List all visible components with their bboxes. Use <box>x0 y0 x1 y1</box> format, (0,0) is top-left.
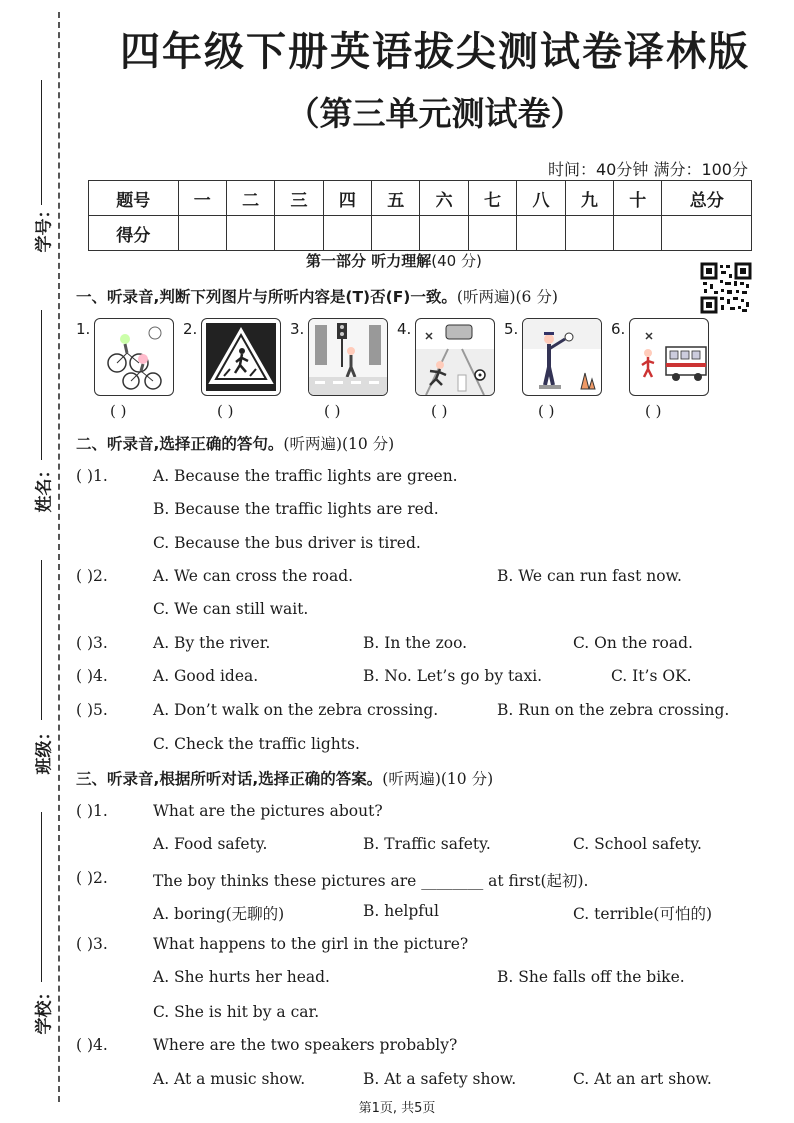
option-b: B. No. Let’s go by taxi. <box>363 667 543 685</box>
score-input-cell[interactable] <box>662 216 752 251</box>
score-input-cell[interactable] <box>372 216 420 251</box>
school-rule <box>41 812 42 982</box>
answer-blank[interactable]: ( ) <box>538 402 555 420</box>
section-two-title-text: 二、听录音,选择正确的答句。 <box>76 435 284 453</box>
score-table-header-row <box>89 181 752 216</box>
option-b: B. Run on the zebra crossing. <box>497 701 730 719</box>
class-rule <box>41 560 42 720</box>
option-a: A. She hurts her head. <box>153 968 330 986</box>
section-two-note: (听两遍)(10 分) <box>283 435 395 453</box>
option-c: C. We can still wait. <box>153 600 309 618</box>
section-three-title <box>76 767 493 789</box>
option-c: C. Because the bus driver is tired. <box>153 534 421 552</box>
kids-riding-bikes-picture <box>94 318 174 396</box>
option-c: C. On the road. <box>573 634 693 652</box>
option-a: A. Good idea. <box>153 667 259 685</box>
picture-number: 1. <box>76 320 91 338</box>
question-number[interactable]: ( )2. <box>76 567 108 585</box>
school-label: 学校： <box>34 983 55 1035</box>
score-table-cell: 八 <box>517 181 565 216</box>
option-c: C. School safety. <box>573 835 702 853</box>
question-text: The boy thinks these pictures are ________ at first(起初). <box>153 872 589 890</box>
score-table-cell: 五 <box>372 181 420 216</box>
student-name-label: 姓名： <box>34 461 55 513</box>
page-subtitle: （第三单元测试卷） <box>286 94 584 133</box>
score-input-cell[interactable] <box>178 216 226 251</box>
student-name-field[interactable] <box>14 310 58 520</box>
score-input-cell[interactable] <box>565 216 613 251</box>
section-two-title <box>76 432 394 454</box>
score-row-label: 得分 <box>89 216 179 251</box>
option-b: B. At a safety show. <box>363 1070 517 1088</box>
qr-code-icon[interactable] <box>700 262 752 314</box>
answer-blank[interactable]: ( ) <box>645 402 662 420</box>
question-number[interactable]: ( )1. <box>76 802 108 820</box>
binding-dashed-line <box>58 12 60 1102</box>
picture-number: 3. <box>290 320 305 338</box>
question-text: What are the pictures about? <box>153 802 383 820</box>
option-b: B. In the zoo. <box>363 634 468 652</box>
score-table-cell: 六 <box>420 181 468 216</box>
picture-number: 5. <box>504 320 519 338</box>
school-field[interactable] <box>14 812 58 1042</box>
class-field[interactable] <box>14 560 58 790</box>
question-text: Where are the two speakers probably? <box>153 1036 458 1054</box>
score-table-cell: 一 <box>178 181 226 216</box>
police-officer-directing-picture <box>522 318 602 396</box>
boy-running-into-road-picture <box>415 318 495 396</box>
option-c: C. At an art show. <box>573 1070 712 1088</box>
picture-number: 4. <box>397 320 412 338</box>
section-three-title-text: 三、听录音,根据所听对话,选择正确的答案。 <box>76 770 383 788</box>
student-number-field[interactable] <box>14 70 58 260</box>
part-one-points: (40 分) <box>431 252 482 270</box>
question-text: What happens to the girl in the picture? <box>153 935 469 953</box>
part-one-title-text: 第一部分 听力理解 <box>306 252 432 270</box>
picture-number: 2. <box>183 320 198 338</box>
picture-number: 6. <box>611 320 626 338</box>
pedestrian-crossing-sign-picture <box>201 318 281 396</box>
option-b: B. We can run fast now. <box>497 567 682 585</box>
score-table <box>88 180 752 251</box>
student-number-rule <box>41 80 42 205</box>
question-number[interactable]: ( )1. <box>76 467 108 485</box>
answer-blank[interactable]: ( ) <box>431 402 448 420</box>
option-a: A. boring(无聊的) <box>153 905 285 923</box>
option-a: A. Because the traffic lights are green. <box>153 467 458 485</box>
page-title: 四年级下册英语拔尖测试卷译林版 <box>120 29 750 75</box>
child-near-bus-picture <box>629 318 709 396</box>
section-one-title <box>76 285 558 307</box>
page-number: 第1页, 共5页 <box>358 1101 436 1116</box>
option-a: A. At a music show. <box>153 1070 306 1088</box>
answer-blank[interactable]: ( ) <box>217 402 234 420</box>
question-number[interactable]: ( )4. <box>76 1036 108 1054</box>
boy-waiting-at-traffic-light-picture <box>308 318 388 396</box>
question-number[interactable]: ( )3. <box>76 634 108 652</box>
score-table-cell: 二 <box>226 181 274 216</box>
student-number-label: 学号： <box>34 201 55 253</box>
option-b: B. Because the traffic lights are red. <box>153 500 439 518</box>
score-input-cell[interactable] <box>614 216 662 251</box>
score-table-cell: 十 <box>614 181 662 216</box>
option-a: A. By the river. <box>153 634 271 652</box>
score-input-cell[interactable] <box>275 216 323 251</box>
section-three-note: (听两遍)(10 分) <box>382 770 494 788</box>
score-input-cell[interactable] <box>323 216 371 251</box>
part-one-title <box>306 250 482 271</box>
option-b: B. She falls off the bike. <box>497 968 685 986</box>
option-b: B. helpful <box>363 902 439 920</box>
option-b: B. Traffic safety. <box>363 835 491 853</box>
score-table-cell: 四 <box>323 181 371 216</box>
section-one-title-text: 一、听录音,判断下列图片与所听内容是(T)否(F)一致。 <box>76 288 457 306</box>
score-table-cell: 九 <box>565 181 613 216</box>
time-and-score-info: 时间：40分钟 满分：100分 <box>548 160 748 179</box>
option-c: C. Check the traffic lights. <box>153 735 360 753</box>
question-number[interactable]: ( )5. <box>76 701 108 719</box>
class-label: 班级： <box>34 723 55 775</box>
option-a: A. Food safety. <box>153 835 268 853</box>
score-table-cell: 总分 <box>662 181 752 216</box>
option-a: A. We can cross the road. <box>153 567 354 585</box>
student-name-rule <box>41 310 42 460</box>
option-c: C. She is hit by a car. <box>153 1003 320 1021</box>
option-c: C. It’s OK. <box>611 667 692 685</box>
option-c: C. terrible(可怕的) <box>573 905 712 923</box>
score-input-cell[interactable] <box>517 216 565 251</box>
section-one-note: (听两遍)(6 分) <box>456 288 558 306</box>
score-input-cell[interactable] <box>226 216 274 251</box>
score-input-cell[interactable] <box>468 216 516 251</box>
score-input-cell[interactable] <box>420 216 468 251</box>
question-number[interactable]: ( )3. <box>76 935 108 953</box>
score-table-score-row <box>89 216 752 251</box>
question-number[interactable]: ( )4. <box>76 667 108 685</box>
option-a: A. Don’t walk on the zebra crossing. <box>153 701 439 719</box>
score-table-cell: 七 <box>468 181 516 216</box>
answer-blank[interactable]: ( ) <box>324 402 341 420</box>
score-table-cell: 题号 <box>89 181 179 216</box>
score-table-cell: 三 <box>275 181 323 216</box>
question-number[interactable]: ( )2. <box>76 869 108 887</box>
answer-blank[interactable]: ( ) <box>110 402 127 420</box>
